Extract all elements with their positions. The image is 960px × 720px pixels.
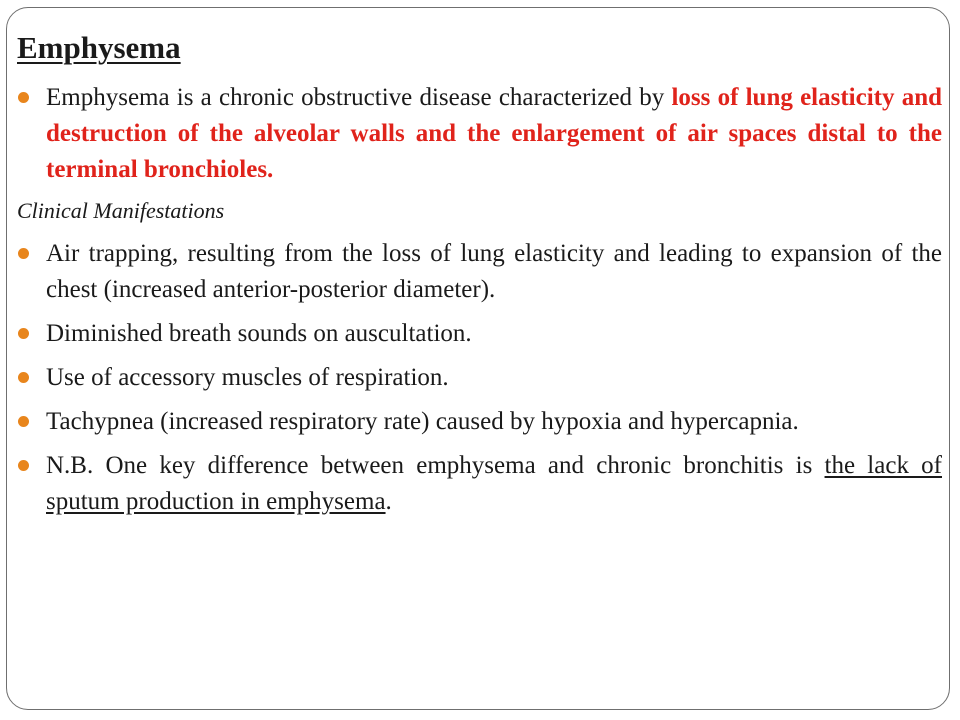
list-item — [17, 404, 942, 440]
manifestation-text: Use of accessory muscles of respiration. — [46, 364, 449, 391]
bullet-icon — [18, 248, 29, 259]
note-underlined: the lack of sputum production in emphysema — [46, 452, 942, 515]
list-item — [17, 316, 942, 352]
list-item — [17, 360, 942, 396]
bullet-icon — [18, 92, 29, 103]
bullet-icon — [18, 460, 29, 471]
slide-frame — [6, 7, 950, 710]
intro-list — [17, 80, 942, 188]
manifestation-text: Diminished breath sounds on auscultation. — [46, 320, 472, 347]
note-end: . — [385, 488, 392, 515]
definition-highlight: loss of lung elasticity and destruction of the alveolar walls and the enlargement of air spaces distal to the terminal bronchioles. — [46, 84, 942, 183]
bullet-icon — [18, 416, 29, 427]
section-subheading: Clinical Manifestations — [17, 198, 225, 223]
slide-title: Emphysema — [17, 30, 181, 65]
bullet-icon — [18, 328, 29, 339]
list-item — [17, 448, 942, 520]
slide-content — [17, 26, 942, 528]
list-item — [17, 236, 942, 308]
manifestations-list — [17, 236, 942, 520]
bullet-icon — [18, 372, 29, 383]
intro-text: Emphysema is a chronic obstructive disease characterized by — [46, 84, 672, 111]
manifestation-text: Tachypnea (increased respiratory rate) caused by hypoxia and hypercapnia. — [46, 408, 799, 435]
manifestation-text: Air trapping, resulting from the loss of lung elasticity and leading to expansion of the chest (increased anterior-posterior diameter). — [46, 240, 942, 303]
list-item — [17, 80, 942, 188]
note-text: N.B. One key difference between emphysema and chronic bronchitis is — [46, 452, 825, 479]
